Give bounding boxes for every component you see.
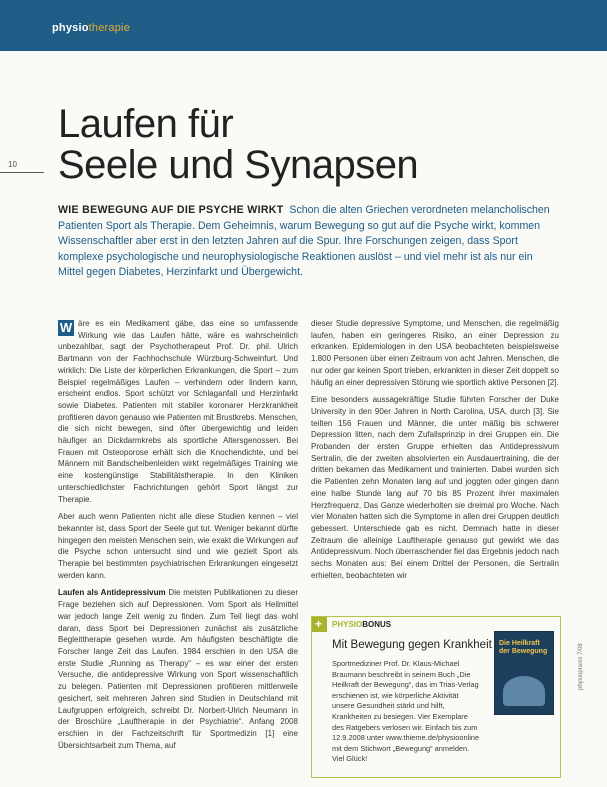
- lead-text: Schon die alten Griechen verordneten melancholischen Patienten Sport als Therapie. Dem Geheimnis, warum Bewegung so gut auf die Psyche wirkt, kommen Wissenschaftler aber erst in den letzten Jahren auf die Spur. Ihre Forschungen zeigen, dass Sport komplexe psychologische und neurophysiologische Reaktionen auslöst – und viel mehr ist als nur ein Mittel gegen Diabetes, Herzinfarkt und Übergewicht.: [58, 204, 550, 279]
- side-credit: physiopraxis 7/08: [578, 643, 584, 690]
- book-cover-figure: [503, 676, 545, 706]
- paragraph-2: Aber auch wenn Patienten nicht alle diese Studien kennen – viel bekannter ist, dass Sport der Seele gut tut. Weniger bekannt dürfte hingegen den meisten Menschen sein, wie exakt die Wirkungen auf die Psyche schon untersucht sind und wie gezielt Sport als Therapie bei bestimmten psychiatrischen Erkrankungen eingesetzt werden kann.: [58, 512, 298, 580]
- body-column-left: [58, 318, 298, 757]
- dropcap: W: [59, 320, 73, 335]
- book-cover-title: Die Heilkraft der Bewegung: [499, 640, 548, 655]
- paragraph-4: dieser Studie depressive Symptome, und Menschen, die regelmäßig laufen, haben ein geringeres Risiko, an einer Depression zu erkranken. Epidemiologen in den USA beobachteten beispielsweise 1.800 Personen über einen Zeitraum von acht Jahren. Menschen, die nur oder gar keinen Sport trieben, erkrankten in dieser Zeit doppelt so häufig an einer depressiven Störung wie sportlich aktive Personen [2].: [311, 319, 559, 387]
- paragraph-3-text: Die meisten Publikationen zu dieser Frage beziehen sich auf Depressionen. Vom Sport als Heilmittel war jedoch lange Zeit wenig zu finden. Zum Teil liegt das wohl daran, dass Sport bei Depressionen zunächst als zusätzliche Begleittherapie gesehen wurde. Am häufigsten beschäftigte die Forscher lange Zeit das Laufen. 1984 erschien in den USA die erste Studie „Running as Therapy“ – es war einer der ersten Versuche, die antidepressive Wirkung von Sport wissenschaftlich zu belegen. Patienten mit Depressionen profitieren mittlerweile gesichert, seit mehreren Jahren sind Studien in Deutschland mit Laufgruppen erfolgreich, schreibt Dr. Norbert-Ulrich Neumann in der Broschüre „Lauftherapie in der Psychiatrie“. Anfang 2008 erschien in der Fachzeitschrift für Sportmedizin [1] eine Übersichtsarbeit zum Thema, auf: [58, 588, 298, 750]
- section-rubric: [52, 22, 130, 34]
- physiobonus-box: [311, 616, 561, 778]
- paragraph-5: Eine besonders aussagekräftige Studie führten Forscher der Duke University in den 90er Jahren in North Carolina, USA, durch [3]. Sie teilten 156 Frauen und Männer, die unter mäßig bis schwerer Depression litten, nach dem Zufallsprinzip in drei Gruppen ein. Die Probanden der ersten Gruppe erhielten das Antidepressivum Sertralin, die der zweiten absolvierten ein Ausdauertraining, die der dritten bekamen das Medikament und trainierten. Dabei wurden sich die Patienten zehn Monaten lang auf und joggten oder gingen dann eine halbe Stunde lang auf 70 bis 85 Prozent ihrer maximalen Herzfrequenz. Das Ganze wiederholten sie dreimal pro Woche. Nach vier Monaten hatten sich die Symptome in allen drei Gruppen deutlich gebessert. Unterschiede gab es nicht. Demnach hatte in dieser Zeitraum die alleinige Lauftherapie genauso gut gewirkt wie das Antidepressivum. Noch überraschender fiel das Ergebnis jedoch nach sechs Monaten aus: Bei einem Drittel der Personen, die Sertralin erhielten, beobachteten wir: [311, 395, 559, 580]
- body-column-right: [311, 318, 559, 587]
- page-number: 10: [8, 160, 17, 169]
- page-number-rule: [0, 172, 44, 173]
- title-line-2: Seele und Synapsen: [58, 143, 419, 187]
- box-title: Mit Bewegung gegen Krankheit: [332, 639, 492, 651]
- box-label: [332, 620, 391, 629]
- book-cover-image: [494, 631, 554, 715]
- rubric-physio: physio: [52, 22, 89, 34]
- box-text: Sportmediziner Prof. Dr. Klaus-Michael Braumann beschreibt in seinem Buch „Die Heilkraft der Bewegung“, das im Trias-Verlag erschienen ist, wie körperliche Aktivität unsere Gesundheit stärkt und hilft, Krankheiten zu besiegen. Vier Exemplare des Ratgebers verlosen wir. Einfach bis zum 12.9.2008 unter www.thieme.de/physioonline mit dem Stichwort „Bewegung“ anmelden. Viel Glück!: [332, 659, 480, 764]
- article-title: [58, 104, 418, 186]
- article-lead: [58, 203, 558, 281]
- header-bar: [0, 0, 607, 51]
- box-label-physio: PHYSIO: [332, 620, 363, 629]
- plus-icon: +: [312, 617, 327, 632]
- box-label-bonus: BONUS: [362, 620, 392, 629]
- paragraph-1: [58, 318, 298, 505]
- box-tag: [312, 617, 560, 632]
- paragraph-1-text: äre es ein Medikament gäbe, das eine so umfassende Wirkung wie das Laufen hätte, wäre es wahrscheinlich unbezahlbar, sagt der Psychotherapeut Prof. Dr. phil. Ulrich Bartmann von der Fachhochschule Würzburg-Schweinfurt. Und wirklich: Die Liste der körperlichen Erkrankungen, die Sport – zum Beispiel regelmäßiges Laufen – verhindern oder lindern kann, erscheint endlos. Sport schützt vor Schlaganfall und Herzinfarkt sowie Diabetes. Patienten mit stabiler koronarer Herzkrankheit profitieren davon genauso wie Patienten mit Brustkrebs. Menschen, die sich nicht bewegen, sind öfter übergewichtig und leiden häufiger an Dickdarmkrebs als sportliche Altersgenossen. Bei Frauen mit Osteoporose erhält sich die Knochendichte, und bei Männern mit Bandscheibenleiden wirkt regelmäßiges Training wie eine kostengünstige Stabilitätstherapie. In den Kliniken unterschiedlichster Fachrichtungen gehört Sport längst zur Therapie.: [58, 319, 298, 504]
- rubric-therapie: therapie: [88, 22, 131, 34]
- title-line-1: Laufen für: [58, 102, 234, 146]
- subhead-antidepressivum: Laufen als Antidepressivum: [58, 588, 166, 598]
- paragraph-3: [58, 587, 298, 751]
- lead-kicker: WIE BEWEGUNG AUF DIE PSYCHE WIRKT: [58, 204, 284, 216]
